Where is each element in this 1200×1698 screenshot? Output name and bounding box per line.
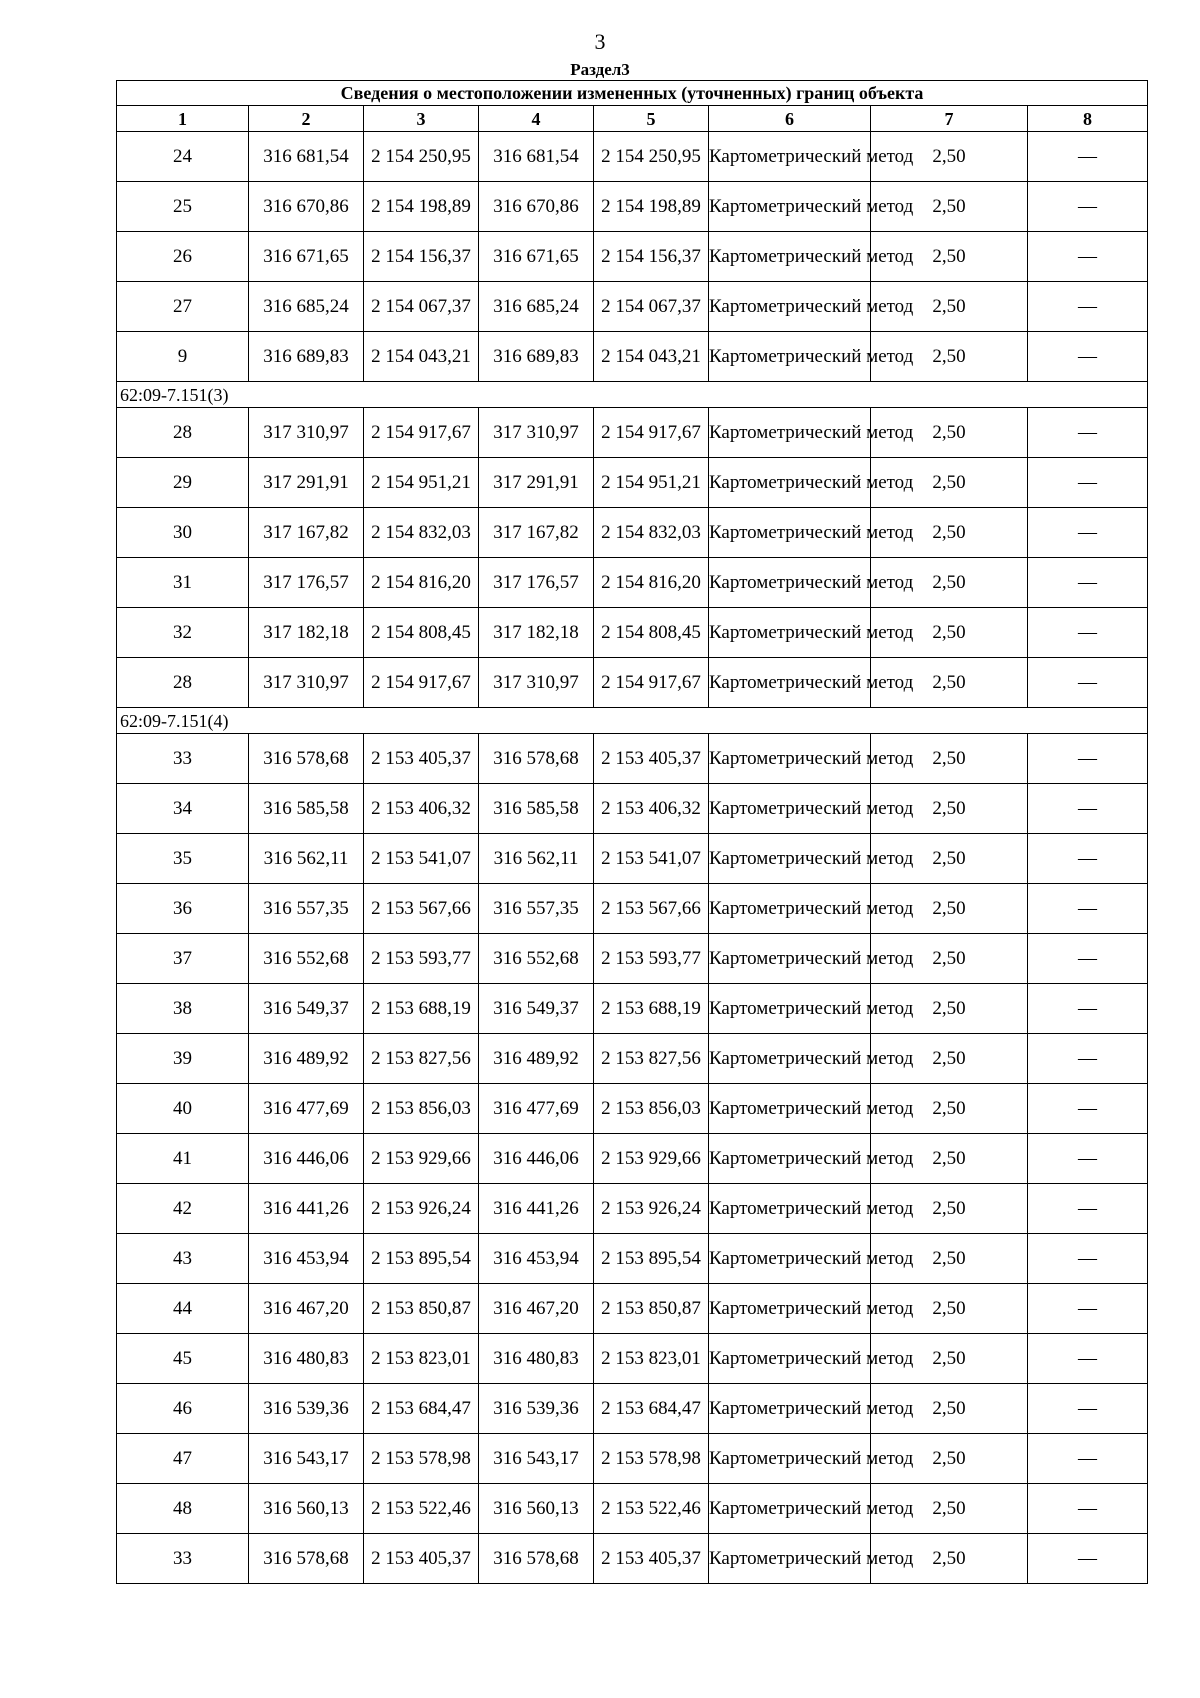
x-new-cell: 317 291,91 — [479, 458, 594, 508]
description-cell: — — [1028, 1134, 1148, 1184]
description-cell: — — [1028, 1184, 1148, 1234]
accuracy-cell: 2,50 — [871, 1084, 1028, 1134]
table-row — [117, 1534, 1148, 1584]
x-existing-cell: 316 689,83 — [249, 332, 364, 382]
point-number-cell: 42 — [117, 1184, 249, 1234]
x-new-cell: 316 441,26 — [479, 1184, 594, 1234]
group-row — [117, 708, 1148, 734]
y-existing-cell: 2 153 684,47 — [364, 1384, 479, 1434]
description-cell: — — [1028, 408, 1148, 458]
x-new-cell: 316 552,68 — [479, 934, 594, 984]
y-new-cell: 2 154 067,37 — [594, 282, 709, 332]
accuracy-cell: 2,50 — [871, 1534, 1028, 1584]
x-new-cell: 317 310,97 — [479, 408, 594, 458]
x-new-cell: 316 562,11 — [479, 834, 594, 884]
table-row — [117, 734, 1148, 784]
accuracy-cell: 2,50 — [871, 558, 1028, 608]
point-number-cell: 44 — [117, 1284, 249, 1334]
table-row — [117, 608, 1148, 658]
method-cell: Картометрический метод — [709, 232, 871, 282]
table-title-row — [117, 81, 1148, 106]
method-cell: Картометрический метод — [709, 784, 871, 834]
x-new-cell: 317 176,57 — [479, 558, 594, 608]
accuracy-cell: 2,50 — [871, 182, 1028, 232]
accuracy-cell: 2,50 — [871, 984, 1028, 1034]
table-row — [117, 834, 1148, 884]
column-header: 5 — [594, 106, 709, 132]
description-cell: — — [1028, 658, 1148, 708]
description-cell: — — [1028, 834, 1148, 884]
table-row — [117, 1134, 1148, 1184]
table-row — [117, 658, 1148, 708]
accuracy-cell: 2,50 — [871, 658, 1028, 708]
table-row — [117, 232, 1148, 282]
y-new-cell: 2 153 593,77 — [594, 934, 709, 984]
method-cell: Картометрический метод — [709, 1134, 871, 1184]
x-new-cell: 316 480,83 — [479, 1334, 594, 1384]
table-row — [117, 934, 1148, 984]
point-number-cell: 36 — [117, 884, 249, 934]
x-existing-cell: 316 560,13 — [249, 1484, 364, 1534]
group-label: 62:09-7.151(3) — [117, 382, 1148, 408]
point-number-cell: 33 — [117, 1534, 249, 1584]
x-existing-cell: 316 681,54 — [249, 132, 364, 182]
method-cell: Картометрический метод — [709, 1334, 871, 1384]
y-existing-cell: 2 154 917,67 — [364, 408, 479, 458]
method-cell: Картометрический метод — [709, 1034, 871, 1084]
description-cell: — — [1028, 734, 1148, 784]
x-existing-cell: 316 539,36 — [249, 1384, 364, 1434]
y-new-cell: 2 153 895,54 — [594, 1234, 709, 1284]
description-cell: — — [1028, 884, 1148, 934]
accuracy-cell: 2,50 — [871, 1334, 1028, 1384]
accuracy-cell: 2,50 — [871, 1484, 1028, 1534]
method-cell: Картометрический метод — [709, 1084, 871, 1134]
y-new-cell: 2 153 688,19 — [594, 984, 709, 1034]
y-new-cell: 2 154 832,03 — [594, 508, 709, 558]
x-new-cell: 316 578,68 — [479, 1534, 594, 1584]
table-row — [117, 1234, 1148, 1284]
y-new-cell: 2 154 951,21 — [594, 458, 709, 508]
description-cell: — — [1028, 1034, 1148, 1084]
method-cell: Картометрический метод — [709, 558, 871, 608]
column-number-row — [117, 106, 1148, 132]
x-existing-cell: 316 453,94 — [249, 1234, 364, 1284]
method-cell: Картометрический метод — [709, 132, 871, 182]
x-new-cell: 316 670,86 — [479, 182, 594, 232]
y-new-cell: 2 153 850,87 — [594, 1284, 709, 1334]
x-existing-cell: 316 477,69 — [249, 1084, 364, 1134]
description-cell: — — [1028, 984, 1148, 1034]
point-number-cell: 37 — [117, 934, 249, 984]
description-cell: — — [1028, 332, 1148, 382]
column-header: 6 — [709, 106, 871, 132]
table-row — [117, 1034, 1148, 1084]
y-new-cell: 2 154 808,45 — [594, 608, 709, 658]
table-row — [117, 332, 1148, 382]
description-cell: — — [1028, 934, 1148, 984]
y-new-cell: 2 153 522,46 — [594, 1484, 709, 1534]
y-existing-cell: 2 153 827,56 — [364, 1034, 479, 1084]
y-existing-cell: 2 153 405,37 — [364, 1534, 479, 1584]
x-existing-cell: 317 182,18 — [249, 608, 364, 658]
method-cell: Картометрический метод — [709, 1434, 871, 1484]
x-new-cell: 316 539,36 — [479, 1384, 594, 1434]
x-new-cell: 316 689,83 — [479, 332, 594, 382]
table-row — [117, 1184, 1148, 1234]
accuracy-cell: 2,50 — [871, 834, 1028, 884]
point-number-cell: 39 — [117, 1034, 249, 1084]
x-new-cell: 316 681,54 — [479, 132, 594, 182]
y-existing-cell: 2 153 929,66 — [364, 1134, 479, 1184]
y-new-cell: 2 154 816,20 — [594, 558, 709, 608]
y-new-cell: 2 153 926,24 — [594, 1184, 709, 1234]
table-title: Сведения о местоположении измененных (уточненных) границ объекта — [117, 81, 1148, 106]
method-cell: Картометрический метод — [709, 1534, 871, 1584]
table-row — [117, 1084, 1148, 1134]
x-existing-cell: 317 167,82 — [249, 508, 364, 558]
y-new-cell: 2 153 406,32 — [594, 784, 709, 834]
y-new-cell: 2 153 823,01 — [594, 1334, 709, 1384]
y-existing-cell: 2 153 522,46 — [364, 1484, 479, 1534]
x-existing-cell: 317 310,97 — [249, 658, 364, 708]
column-header: 2 — [249, 106, 364, 132]
table-row — [117, 182, 1148, 232]
point-number-cell: 28 — [117, 408, 249, 458]
method-cell: Картометрический метод — [709, 1284, 871, 1334]
y-existing-cell: 2 153 823,01 — [364, 1334, 479, 1384]
x-new-cell: 316 467,20 — [479, 1284, 594, 1334]
point-number-cell: 41 — [117, 1134, 249, 1184]
x-existing-cell: 316 467,20 — [249, 1284, 364, 1334]
table-row — [117, 1284, 1148, 1334]
accuracy-cell: 2,50 — [871, 734, 1028, 784]
accuracy-cell: 2,50 — [871, 458, 1028, 508]
accuracy-cell: 2,50 — [871, 282, 1028, 332]
description-cell: — — [1028, 1284, 1148, 1334]
column-header: 8 — [1028, 106, 1148, 132]
y-new-cell: 2 154 198,89 — [594, 182, 709, 232]
table-row — [117, 508, 1148, 558]
accuracy-cell: 2,50 — [871, 1384, 1028, 1434]
point-number-cell: 25 — [117, 182, 249, 232]
table-row — [117, 784, 1148, 834]
y-new-cell: 2 153 929,66 — [594, 1134, 709, 1184]
accuracy-cell: 2,50 — [871, 1034, 1028, 1084]
method-cell: Картометрический метод — [709, 984, 871, 1034]
point-number-cell: 33 — [117, 734, 249, 784]
y-new-cell: 2 153 827,56 — [594, 1034, 709, 1084]
point-number-cell: 43 — [117, 1234, 249, 1284]
y-existing-cell: 2 153 541,07 — [364, 834, 479, 884]
x-existing-cell: 317 291,91 — [249, 458, 364, 508]
x-existing-cell: 316 585,58 — [249, 784, 364, 834]
column-header: 7 — [871, 106, 1028, 132]
y-new-cell: 2 153 578,98 — [594, 1434, 709, 1484]
y-new-cell: 2 154 917,67 — [594, 658, 709, 708]
accuracy-cell: 2,50 — [871, 608, 1028, 658]
accuracy-cell: 2,50 — [871, 1434, 1028, 1484]
x-existing-cell: 316 671,65 — [249, 232, 364, 282]
x-new-cell: 317 310,97 — [479, 658, 594, 708]
x-existing-cell: 316 562,11 — [249, 834, 364, 884]
description-cell: — — [1028, 132, 1148, 182]
y-existing-cell: 2 154 156,37 — [364, 232, 479, 282]
accuracy-cell: 2,50 — [871, 1184, 1028, 1234]
y-new-cell: 2 153 405,37 — [594, 734, 709, 784]
x-new-cell: 316 557,35 — [479, 884, 594, 934]
x-new-cell: 317 182,18 — [479, 608, 594, 658]
description-cell: — — [1028, 1334, 1148, 1384]
x-new-cell: 316 477,69 — [479, 1084, 594, 1134]
x-existing-cell: 316 549,37 — [249, 984, 364, 1034]
x-existing-cell: 316 557,35 — [249, 884, 364, 934]
x-existing-cell: 316 543,17 — [249, 1434, 364, 1484]
y-new-cell: 2 154 043,21 — [594, 332, 709, 382]
accuracy-cell: 2,50 — [871, 1284, 1028, 1334]
x-existing-cell: 317 310,97 — [249, 408, 364, 458]
y-existing-cell: 2 153 850,87 — [364, 1284, 479, 1334]
page-number: 3 — [594, 29, 606, 54]
x-new-cell: 316 671,65 — [479, 232, 594, 282]
y-existing-cell: 2 154 808,45 — [364, 608, 479, 658]
point-number-cell: 46 — [117, 1384, 249, 1434]
y-existing-cell: 2 154 816,20 — [364, 558, 479, 608]
x-new-cell: 316 578,68 — [479, 734, 594, 784]
method-cell: Картометрический метод — [709, 508, 871, 558]
method-cell: Картометрический метод — [709, 1184, 871, 1234]
point-number-cell: 45 — [117, 1334, 249, 1384]
point-number-cell: 32 — [117, 608, 249, 658]
x-existing-cell: 316 578,68 — [249, 734, 364, 784]
x-new-cell: 316 585,58 — [479, 784, 594, 834]
description-cell: — — [1028, 608, 1148, 658]
y-new-cell: 2 153 856,03 — [594, 1084, 709, 1134]
description-cell: — — [1028, 1234, 1148, 1284]
x-new-cell: 316 543,17 — [479, 1434, 594, 1484]
x-existing-cell: 316 578,68 — [249, 1534, 364, 1584]
y-existing-cell: 2 154 832,03 — [364, 508, 479, 558]
method-cell: Картометрический метод — [709, 458, 871, 508]
table-row — [117, 884, 1148, 934]
y-new-cell: 2 153 405,37 — [594, 1534, 709, 1584]
x-existing-cell: 316 446,06 — [249, 1134, 364, 1184]
y-existing-cell: 2 153 578,98 — [364, 1434, 479, 1484]
x-new-cell: 316 549,37 — [479, 984, 594, 1034]
description-cell: — — [1028, 1384, 1148, 1434]
description-cell: — — [1028, 1534, 1148, 1584]
method-cell: Картометрический метод — [709, 884, 871, 934]
description-cell: — — [1028, 458, 1148, 508]
column-header: 1 — [117, 106, 249, 132]
table-row — [117, 1384, 1148, 1434]
accuracy-cell: 2,50 — [871, 332, 1028, 382]
y-existing-cell: 2 153 856,03 — [364, 1084, 479, 1134]
y-existing-cell: 2 154 043,21 — [364, 332, 479, 382]
table-row — [117, 408, 1148, 458]
method-cell: Картометрический метод — [709, 332, 871, 382]
table-row — [117, 558, 1148, 608]
method-cell: Картометрический метод — [709, 608, 871, 658]
accuracy-cell: 2,50 — [871, 934, 1028, 984]
point-number-cell: 30 — [117, 508, 249, 558]
point-number-cell: 38 — [117, 984, 249, 1034]
y-new-cell: 2 154 250,95 — [594, 132, 709, 182]
y-existing-cell: 2 154 198,89 — [364, 182, 479, 232]
description-cell: — — [1028, 232, 1148, 282]
point-number-cell: 24 — [117, 132, 249, 182]
x-new-cell: 316 453,94 — [479, 1234, 594, 1284]
y-new-cell: 2 153 684,47 — [594, 1384, 709, 1434]
method-cell: Картометрический метод — [709, 934, 871, 984]
accuracy-cell: 2,50 — [871, 408, 1028, 458]
x-new-cell: 316 446,06 — [479, 1134, 594, 1184]
y-existing-cell: 2 154 067,37 — [364, 282, 479, 332]
y-new-cell: 2 153 567,66 — [594, 884, 709, 934]
y-new-cell: 2 154 156,37 — [594, 232, 709, 282]
description-cell: — — [1028, 508, 1148, 558]
y-existing-cell: 2 153 926,24 — [364, 1184, 479, 1234]
section-title: Раздел3 — [570, 60, 630, 79]
method-cell: Картометрический метод — [709, 408, 871, 458]
x-existing-cell: 316 552,68 — [249, 934, 364, 984]
accuracy-cell: 2,50 — [871, 132, 1028, 182]
y-existing-cell: 2 153 895,54 — [364, 1234, 479, 1284]
description-cell: — — [1028, 558, 1148, 608]
column-header: 4 — [479, 106, 594, 132]
x-existing-cell: 316 670,86 — [249, 182, 364, 232]
method-cell: Картометрический метод — [709, 834, 871, 884]
point-number-cell: 40 — [117, 1084, 249, 1134]
x-existing-cell: 317 176,57 — [249, 558, 364, 608]
y-existing-cell: 2 153 405,37 — [364, 734, 479, 784]
y-new-cell: 2 154 917,67 — [594, 408, 709, 458]
x-existing-cell: 316 685,24 — [249, 282, 364, 332]
x-new-cell: 316 489,92 — [479, 1034, 594, 1084]
column-header: 3 — [364, 106, 479, 132]
description-cell: — — [1028, 1084, 1148, 1134]
description-cell: — — [1028, 784, 1148, 834]
x-existing-cell: 316 480,83 — [249, 1334, 364, 1384]
description-cell: — — [1028, 1434, 1148, 1484]
point-number-cell: 28 — [117, 658, 249, 708]
y-existing-cell: 2 153 688,19 — [364, 984, 479, 1034]
description-cell: — — [1028, 1484, 1148, 1534]
table-row — [117, 1334, 1148, 1384]
x-new-cell: 317 167,82 — [479, 508, 594, 558]
x-new-cell: 316 685,24 — [479, 282, 594, 332]
accuracy-cell: 2,50 — [871, 1234, 1028, 1284]
method-cell: Картометрический метод — [709, 734, 871, 784]
boundary-table — [116, 80, 1148, 1584]
x-new-cell: 316 560,13 — [479, 1484, 594, 1534]
y-existing-cell: 2 154 250,95 — [364, 132, 479, 182]
description-cell: — — [1028, 282, 1148, 332]
description-cell: — — [1028, 182, 1148, 232]
point-number-cell: 47 — [117, 1434, 249, 1484]
y-existing-cell: 2 153 406,32 — [364, 784, 479, 834]
group-label: 62:09-7.151(4) — [117, 708, 1148, 734]
y-existing-cell: 2 154 917,67 — [364, 658, 479, 708]
point-number-cell: 26 — [117, 232, 249, 282]
group-row — [117, 382, 1148, 408]
accuracy-cell: 2,50 — [871, 1134, 1028, 1184]
accuracy-cell: 2,50 — [871, 508, 1028, 558]
table-row — [117, 1434, 1148, 1484]
point-number-cell: 27 — [117, 282, 249, 332]
y-new-cell: 2 153 541,07 — [594, 834, 709, 884]
y-existing-cell: 2 153 593,77 — [364, 934, 479, 984]
y-existing-cell: 2 154 951,21 — [364, 458, 479, 508]
accuracy-cell: 2,50 — [871, 232, 1028, 282]
point-number-cell: 48 — [117, 1484, 249, 1534]
accuracy-cell: 2,50 — [871, 784, 1028, 834]
point-number-cell: 29 — [117, 458, 249, 508]
method-cell: Картометрический метод — [709, 1384, 871, 1434]
y-existing-cell: 2 153 567,66 — [364, 884, 479, 934]
point-number-cell: 34 — [117, 784, 249, 834]
method-cell: Картометрический метод — [709, 282, 871, 332]
point-number-cell: 9 — [117, 332, 249, 382]
table-row — [117, 984, 1148, 1034]
point-number-cell: 35 — [117, 834, 249, 884]
table-row — [117, 282, 1148, 332]
method-cell: Картометрический метод — [709, 1484, 871, 1534]
table-row — [117, 1484, 1148, 1534]
method-cell: Картометрический метод — [709, 1234, 871, 1284]
method-cell: Картометрический метод — [709, 658, 871, 708]
method-cell: Картометрический метод — [709, 182, 871, 232]
accuracy-cell: 2,50 — [871, 884, 1028, 934]
table-row — [117, 132, 1148, 182]
point-number-cell: 31 — [117, 558, 249, 608]
x-existing-cell: 316 489,92 — [249, 1034, 364, 1084]
table-row — [117, 458, 1148, 508]
x-existing-cell: 316 441,26 — [249, 1184, 364, 1234]
